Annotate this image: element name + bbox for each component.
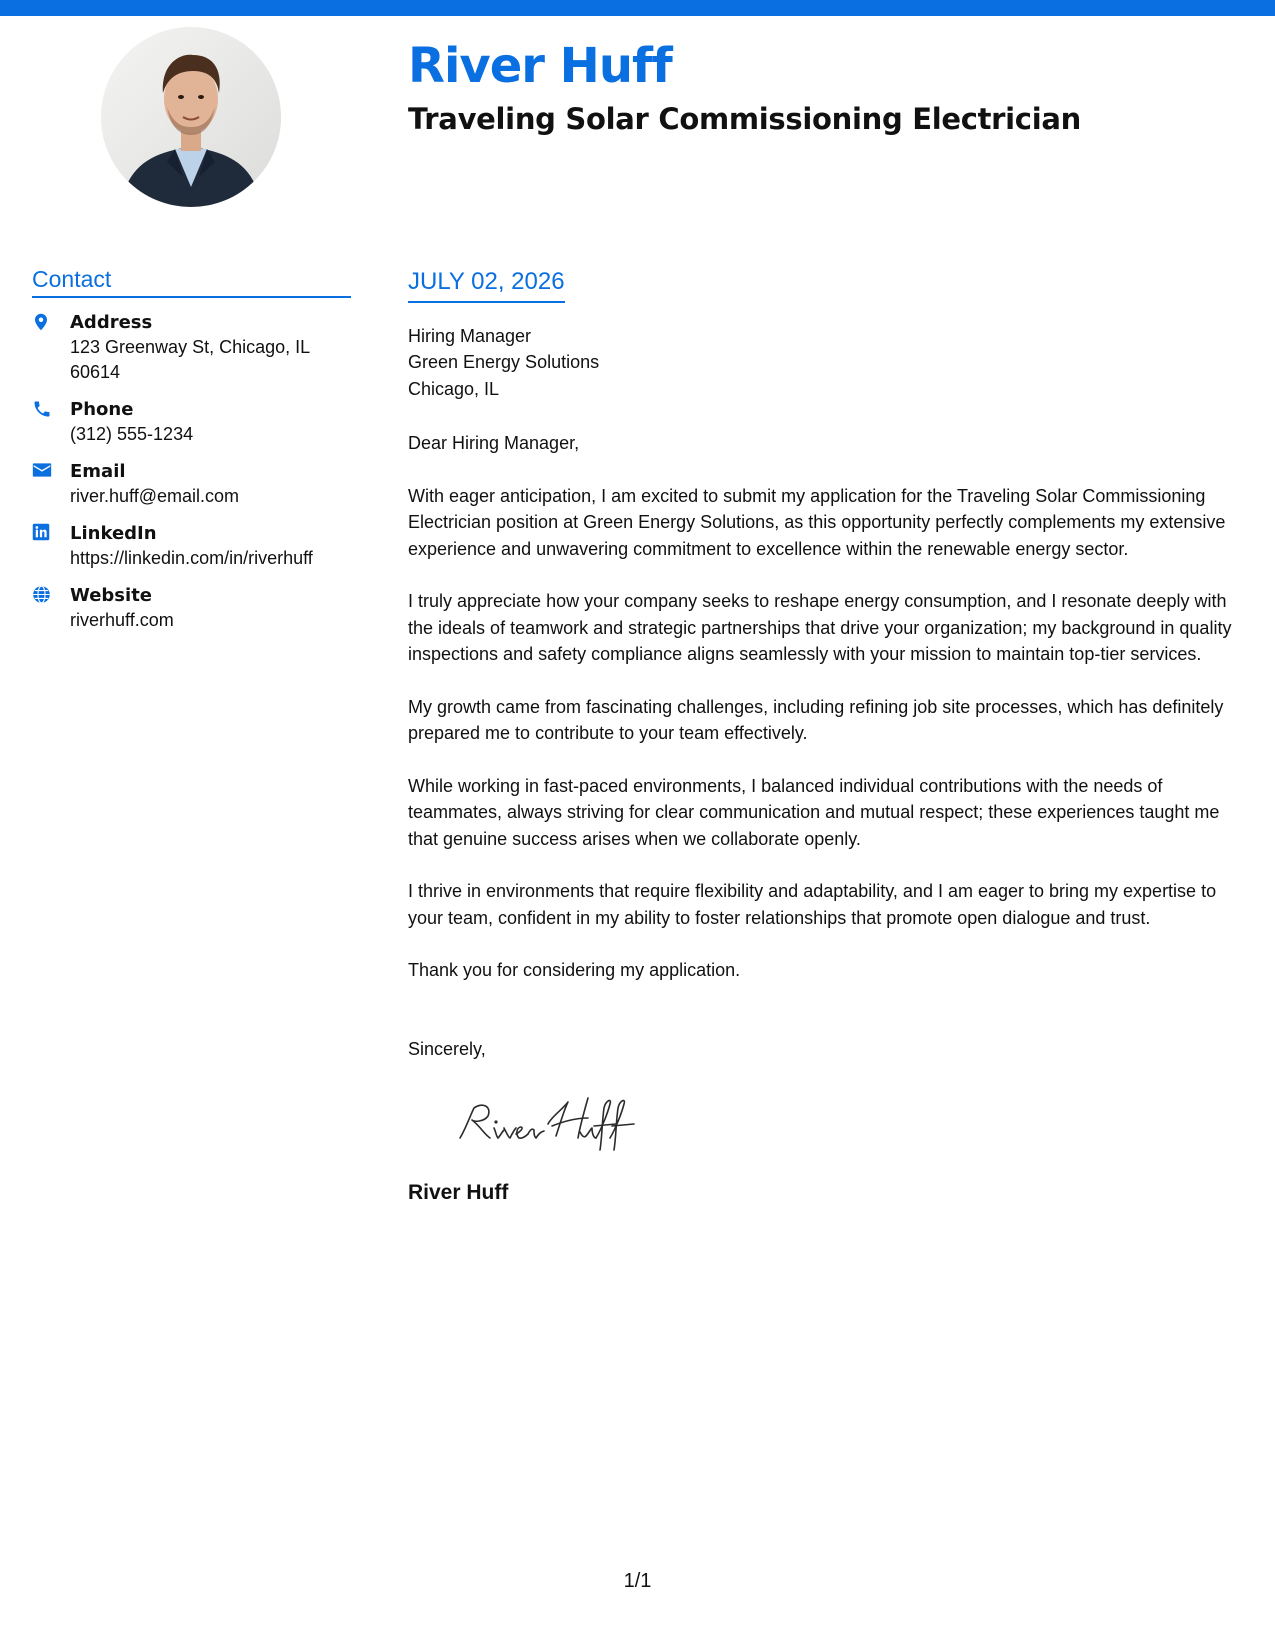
recipient-line: Green Energy Solutions [408, 352, 600, 373]
contact-item-linkedin [32, 521, 351, 571]
body-paragraph: I truly appreciate how your company seeks to reshape energy consumption, and I resonate deeply with the ideals of teamwork and strategic partnerships that drive your organization; my background in quality inspections and safety compliance aligns seamlessly with your mission to maintain top-tier services. [408, 591, 1232, 665]
contact-label: Phone [70, 399, 134, 421]
contact-heading: Contact [32, 266, 351, 298]
envelope-icon [32, 459, 70, 479]
body-paragraph: My growth came from fascinating challenges, including refining job site processes, which has definitely prepared me to contribute to your team effectively. [408, 696, 1224, 744]
contact-label: Website [70, 585, 153, 607]
recipient-line: Hiring Manager [408, 325, 532, 346]
contact-label: Address [70, 312, 153, 334]
contact-item-website [32, 583, 351, 633]
candidate-name: River Huff [408, 38, 672, 94]
linkedin-icon [32, 521, 70, 541]
signer-name: River Huff [408, 1181, 509, 1205]
top-accent-bar [0, 0, 1275, 16]
phone-icon [32, 397, 70, 419]
address-value: 123 Greenway St, Chicago, IL 60614 [70, 337, 310, 383]
phone-value: (312) 555-1234 [70, 424, 194, 445]
globe-icon [32, 583, 70, 604]
website-value[interactable]: riverhuff.com [70, 610, 174, 631]
body-paragraph: I thrive in environments that require flexibility and adaptability, and I am eager to bring my expertise to your team, confident in my ability to foster relationships that promote open dialogue and trust. [408, 881, 1217, 928]
map-pin-icon [32, 310, 70, 332]
recipient-line: Chicago, IL [408, 378, 500, 399]
linkedin-value[interactable]: https://linkedin.com/in/riverhuff [70, 548, 313, 569]
contact-sidebar [32, 266, 351, 645]
contact-item-email [32, 459, 351, 509]
body-paragraph: Thank you for considering my application. [408, 960, 741, 981]
contact-label: Email [70, 461, 126, 483]
contact-item-address [32, 310, 351, 385]
profile-photo [101, 27, 281, 207]
handwritten-signature [452, 1088, 1253, 1160]
body-paragraph: With eager anticipation, I am excited to submit my application for the Traveling Solar Commissioning Electrician position at Green Energy Solutions, as this opportunity perfectly complements my extensive experience and unwavering commitment to excellence within the renewable energy sector. [408, 485, 1226, 559]
contact-label: LinkedIn [70, 523, 157, 545]
contact-item-phone [32, 397, 351, 447]
body-paragraph: While working in fast-paced environments, I balanced individual contributions with the needs of teammates, always striving for clear communication and mutual respect; these experiences taught me that genuine success arises when we collaborate openly. [408, 775, 1220, 849]
letter-date: JULY 02, 2026 [408, 268, 565, 303]
closing: Sincerely, [408, 1038, 486, 1059]
job-title: Traveling Solar Commissioning Electrician [408, 102, 1081, 136]
email-value[interactable]: river.huff@email.com [70, 486, 239, 507]
page-number: 1/1 [623, 1570, 652, 1592]
recipient-block [408, 323, 1253, 403]
letter-body [408, 268, 1253, 1207]
salutation: Dear Hiring Manager, [408, 433, 580, 454]
